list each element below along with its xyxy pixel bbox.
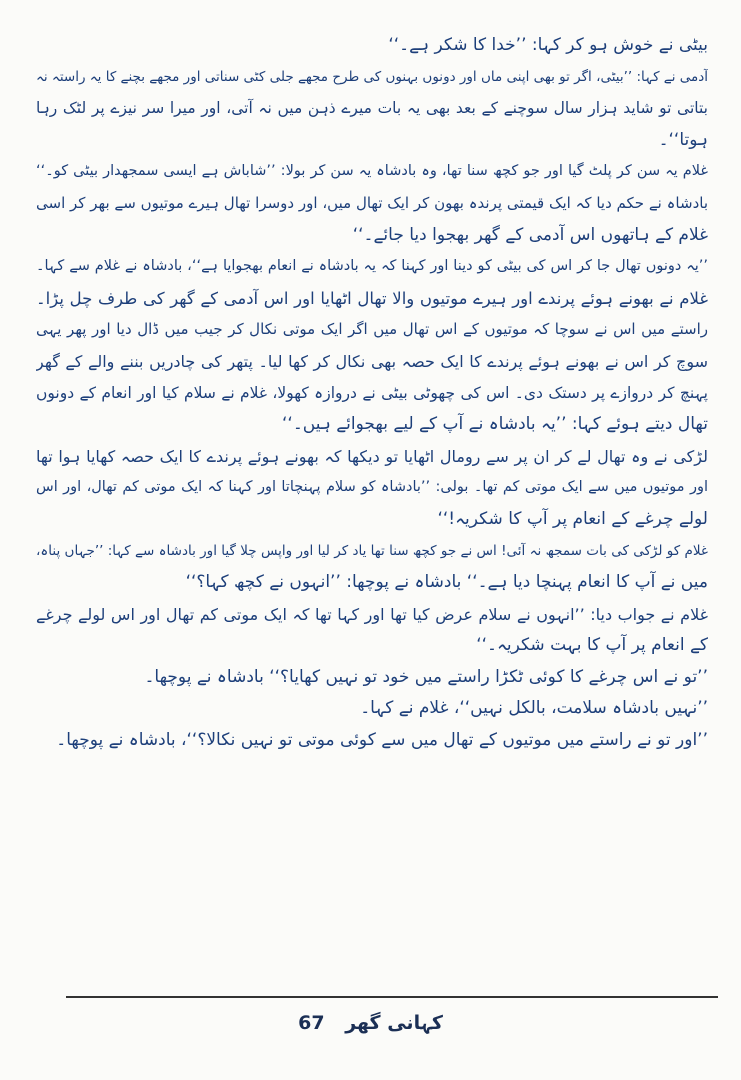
text-line: تھال دیتے ہوئے کہا: ’’یہ بادشاہ نے آپ کے لیے بھجوائے ہیں۔‘‘	[282, 414, 708, 435]
text-line: کے انعام پر آپ کا بہت شکریہ۔‘‘	[476, 635, 708, 656]
text-line: میں نے آپ کا انعام پہنچا دیا ہے۔‘‘ بادشاہ نے پوچھا: ’’انہوں نے کچھ کہا؟‘‘	[185, 572, 708, 593]
text-line: بیٹی نے خوش ہو کر کہا: ’’خدا کا شکر ہے۔‘‘	[388, 35, 708, 55]
text-line: پہنچ کر دروازے پر دستک دی۔ اس کی چھوٹی بیٹی نے دروازہ کھولا، غلام نے سلام کیا اور انعام کے دونوں	[36, 383, 708, 402]
text-line: غلام یہ سن کر پلٹ گیا اور جو کچھ سنا تھا، وہ بادشاہ یہ سن کر بولا: ’’شاباش ہے ایسی سمجھدار بیٹی کو۔‘‘	[36, 163, 708, 180]
page-number: 67	[298, 1012, 325, 1034]
text-line: بتاتی تو شاید ہزار سال سوچنے کے بعد بھی یہ بات میرے ذہن میں نہ آتی، اور میرا سر نیزے پر لٹک رہا	[36, 99, 708, 118]
text-line: ’’یہ دونوں تھال جا کر اس کی بیٹی کو دینا اور کہنا کہ یہ بادشاہ نے انعام بھجوایا ہے‘‘، بادشاہ نے غلام سے کہا۔	[36, 258, 708, 275]
text-line: لولے چرغے کے انعام پر آپ کا شکریہ!‘‘	[437, 508, 708, 529]
text-line: بادشاہ نے حکم دیا کہ ایک قیمتی پرندہ بھون کر ایک تھال میں، اور دوسرا تھال ہیرے موتیوں سے بھر کر اسی	[36, 193, 708, 212]
text-line: ’’تو نے اس چرغے کا کوئی ٹکڑا راستے میں خود تو نہیں کھایا؟‘‘ بادشاہ نے پوچھا۔	[144, 666, 708, 687]
text-line: آدمی نے کہا: ’’بیٹی، اگر تو بھی اپنی ماں اور دونوں بہنوں کی طرح مجھے جلی کٹی سناتی اور مجھے بچنے کا یہ راستہ نہ	[36, 68, 708, 85]
text-line: غلام کو لڑکی کی بات سمجھ نہ آئی! اس نے جو کچھ سنا تھا یاد کر لیا اور واپس چلا گیا اور بادشاہ سے کہا: ’’جہاں پناہ،	[36, 542, 708, 559]
text-line: ’’اور تو نے راستے میں موتیوں کے تھال میں سے کوئی موتی تو نہیں نکالا؟‘‘، بادشاہ نے پوچھا۔	[56, 730, 708, 751]
footer-divider	[66, 996, 718, 998]
story-text	[36, 30, 708, 757]
text-line: ’’نہیں بادشاہ سلامت، بالکل نہیں‘‘، غلام نے کہا۔	[360, 698, 708, 719]
text-line: لڑکی نے وہ تھال لے کر ان پر سے رومال اٹھایا تو دیکھا کہ بھونے ہوئے پرندے کا ایک حصہ کھایا ہوا تھا	[36, 446, 708, 466]
text-line: غلام کے ہاتھوں اس آدمی کے گھر بھجوا دیا جائے۔‘‘	[352, 224, 708, 245]
book-title: کہانی گھر	[345, 1012, 443, 1034]
page-footer	[0, 1012, 741, 1034]
text-line: ہوتا‘‘۔	[658, 129, 708, 150]
text-line: غلام نے جواب دیا: ’’انہوں نے سلام عرض کیا تھا اور کہا تھا کہ ایک موتی کم تھال اور اس لولے چرغے	[36, 604, 708, 624]
text-line: راستے میں اس نے سوچا کہ موتیوں کے اس تھال میں اگر ایک موتی نکال کر جیب میں ڈال دیا اور پھر یہی	[36, 320, 708, 339]
text-line: غلام نے بھونے ہوئے پرندے اور ہیرے موتیوں والا تھال اٹھایا اور اس آدمی کے گھر کی طرف چل پڑا۔	[36, 288, 708, 308]
text-line: اور موتیوں میں سے ایک موتی کم تھا۔ بولی: ’’بادشاہ کو سلام پہنچاتا اور کہنا کہ ایک موتی کم تھال، اور اس	[36, 479, 708, 496]
text-line: سوچ کر اس نے بھونے ہوئے پرندے کا ایک حصہ بھی نکال کر کھا لیا۔ پتھر کی چادریں بننے والے کے گھر	[36, 351, 708, 371]
